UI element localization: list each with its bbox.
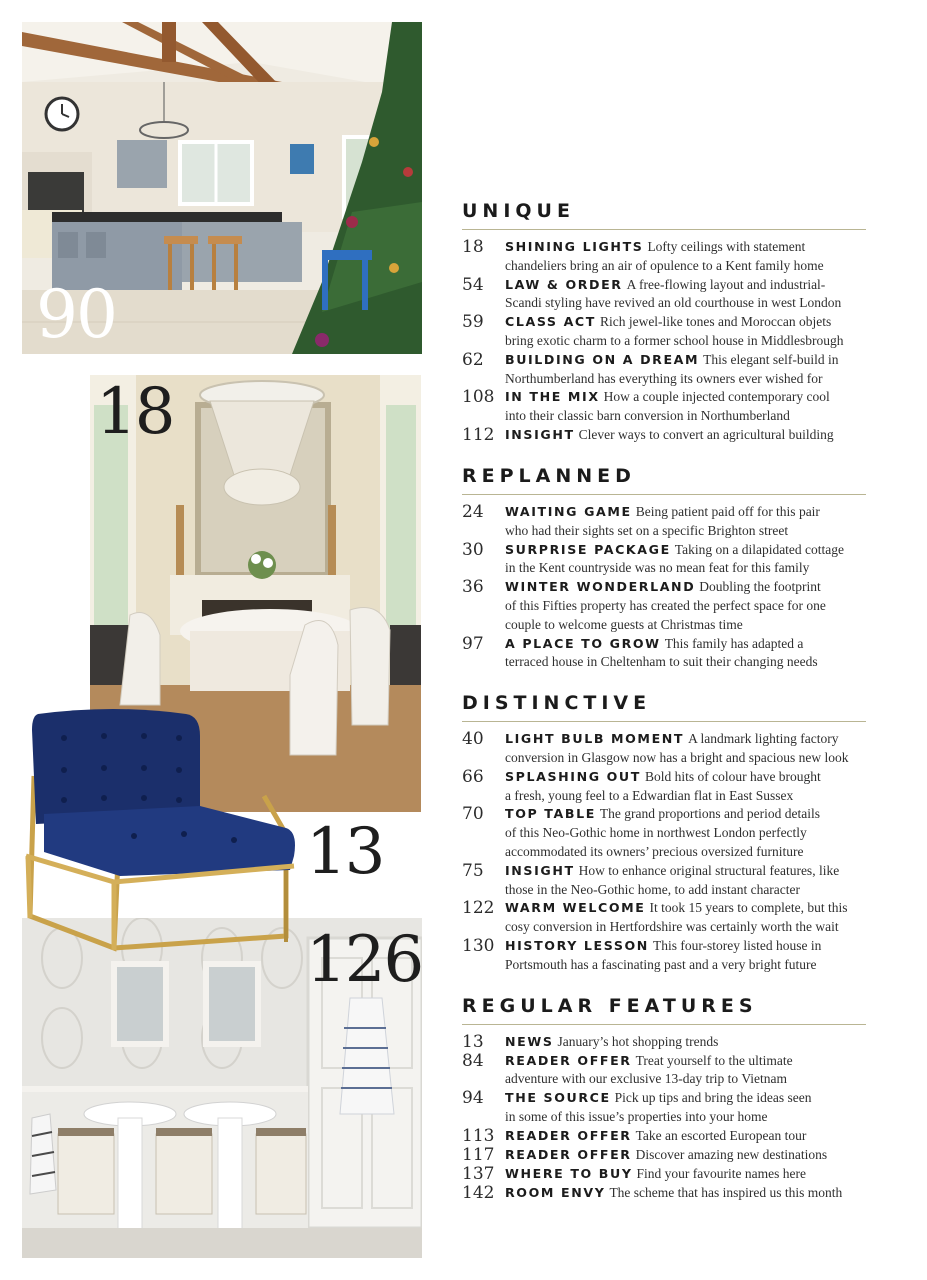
entry-title: BUILDING ON A DREAM (505, 351, 700, 367)
section-distinctive (462, 686, 866, 988)
section-regular-features (462, 989, 866, 1217)
entry-description-continued: couple to welcome guests at Christmas time (505, 616, 743, 632)
entry-title: SHINING LIGHTS (505, 239, 644, 254)
page-number: 70 (462, 804, 484, 825)
entry-description: Discover amazing new destinations (635, 1146, 828, 1162)
contents-entry[interactable] (462, 1033, 866, 1052)
entry-description-continued: conversion in Glasgow now has a bright and spacious new look (505, 749, 849, 765)
entry-body (505, 635, 866, 673)
entry-list (462, 230, 866, 459)
entry-description: How to enhance original structural features, like (578, 862, 840, 878)
contents-entry[interactable] (462, 899, 866, 937)
entry-title: INSIGHT (505, 862, 575, 878)
entry-description: Taking on a dilapidated cottage (674, 541, 845, 557)
entry-description-continued: cosy conversion in Hertfordshire was certainly worth the wait (505, 919, 839, 935)
page-number: 54 (462, 274, 484, 295)
entry-list (462, 722, 866, 988)
entry-title: CLASS ACT (505, 314, 596, 330)
contents-entry[interactable] (462, 1184, 866, 1203)
page-number: 13 (462, 1031, 484, 1052)
entry-title: ROOM ENVY (505, 1184, 606, 1200)
page-number: 94 (462, 1088, 484, 1109)
velvet-armchair-photo (24, 706, 304, 956)
page-number: 113 (462, 1125, 495, 1146)
entry-title: LAW & ORDER (505, 276, 623, 292)
section-heading: DISTINCTIVE (462, 686, 866, 722)
entry-title: INSIGHT (505, 426, 575, 442)
entry-title: WINTER WONDERLAND (505, 579, 696, 595)
page-number: 122 (462, 898, 495, 919)
entry-description-continued: Portsmouth has a fascinating past and a very bright future (505, 956, 817, 972)
entry-description: Clever ways to convert an agricultural building (578, 426, 834, 442)
contents-entry[interactable] (462, 541, 866, 579)
entry-body (505, 313, 866, 351)
entry-body (505, 805, 866, 861)
section-heading: REGULAR FEATURES (462, 989, 866, 1025)
entry-description-continued: in some of this issue’s properties into your home (505, 1108, 768, 1124)
entry-list (462, 495, 866, 686)
entry-title: A PLACE TO GROW (505, 635, 661, 651)
contents-entry[interactable] (462, 313, 866, 351)
page-number: 97 (462, 633, 484, 654)
page-number: 75 (462, 860, 484, 881)
entry-description-continued: Northumberland has everything its owners ever wished for (505, 370, 823, 386)
entry-title: THE SOURCE (505, 1090, 611, 1106)
contents-entry[interactable] (462, 238, 866, 276)
contents-entry[interactable] (462, 1165, 866, 1184)
entry-body (505, 503, 866, 541)
entry-description: Doubling the footprint (699, 579, 821, 595)
contents-list (462, 194, 866, 1217)
entry-description-continued: of this Neo-Gothic home in northwest London perfectly (505, 825, 807, 841)
contents-entry[interactable] (462, 426, 866, 445)
contents-entry[interactable] (462, 768, 866, 806)
contents-entry[interactable] (462, 730, 866, 768)
entry-description-continued: bring exotic charm to a former school house in Middlesbrough (505, 332, 844, 348)
entry-description-continued: chandeliers bring an air of opulence to a Kent family home (505, 257, 824, 273)
entry-title: SURPRISE PACKAGE (505, 541, 671, 557)
entry-title: SPLASHING OUT (505, 768, 641, 784)
page-number: 137 (462, 1163, 495, 1184)
armchair-illustration (24, 706, 304, 956)
entry-title: NEWS (505, 1033, 554, 1049)
entry-description-continued: a fresh, young feel to a Edwardian flat in East Sussex (505, 787, 794, 803)
entry-description-continued: into their classic barn conversion in Northumberland (505, 408, 790, 424)
entry-description: The scheme that has inspired us this month (609, 1184, 843, 1200)
entry-title: HISTORY LESSON (505, 937, 649, 953)
entry-title: READER OFFER (505, 1052, 632, 1068)
contents-entry[interactable] (462, 578, 866, 634)
section-unique (462, 194, 866, 459)
entry-body (505, 351, 866, 389)
page-number: 84 (462, 1050, 484, 1071)
section-heading: UNIQUE (462, 194, 866, 230)
page-number: 142 (462, 1182, 495, 1203)
entry-body (505, 768, 866, 806)
entry-title: WHERE TO BUY (505, 1165, 633, 1181)
entry-title: READER OFFER (505, 1146, 632, 1162)
entry-description-continued: accommodated its owners’ precious oversized furniture (505, 843, 804, 859)
page-number: 62 (462, 349, 484, 370)
entry-description-continued: in the Kent countryside was no mean feat for this family (505, 560, 810, 576)
entry-description: A free-flowing layout and industrial- (626, 276, 826, 292)
contents-entry[interactable] (462, 862, 866, 900)
entry-description-continued: who had their sights set on a specific Brighton street (505, 522, 789, 538)
entry-description: Rich jewel-like tones and Moroccan objets (599, 314, 832, 330)
entry-body (505, 238, 866, 276)
contents-entry[interactable] (462, 351, 866, 389)
page-number: 59 (462, 312, 484, 333)
entry-description: A landmark lighting factory (688, 731, 839, 747)
contents-entry[interactable] (462, 1146, 866, 1165)
contents-entry[interactable] (462, 388, 866, 426)
entry-description: Lofty ceilings with statement (647, 239, 806, 254)
entry-body (505, 276, 866, 314)
entry-description: Bold hits of colour have brought (644, 768, 821, 784)
contents-entry[interactable] (462, 937, 866, 975)
entry-body (505, 388, 866, 426)
entry-body (505, 1052, 866, 1090)
photo-number-13: 13 (306, 815, 384, 889)
entry-description: Being patient paid off for this pair (635, 503, 820, 519)
entry-body (505, 541, 866, 579)
contents-entry[interactable] (462, 503, 866, 541)
entry-description: The grand proportions and period details (599, 806, 820, 822)
contents-entry[interactable] (462, 1127, 866, 1146)
page-number: 36 (462, 577, 484, 598)
contents-entry[interactable] (462, 1089, 866, 1127)
entry-description: January’s hot shopping trends (557, 1033, 719, 1049)
entry-description: Find your favourite names here (636, 1165, 806, 1181)
entry-description: This elegant self-build in (703, 351, 839, 367)
entry-body (505, 1127, 866, 1146)
entry-description: Take an escorted European tour (635, 1127, 807, 1143)
page-number: 24 (462, 501, 484, 522)
entry-body (505, 1033, 866, 1052)
page-number: 130 (462, 935, 495, 956)
entry-description: Pick up tips and bring the ideas seen (614, 1090, 812, 1106)
page-number: 66 (462, 766, 484, 787)
entry-description: It took 15 years to complete, but this (649, 900, 848, 916)
entry-body (505, 899, 866, 937)
entry-description: This family has adapted a (664, 635, 804, 651)
entry-title: WARM WELCOME (505, 900, 646, 916)
page-number: 18 (462, 237, 484, 257)
photo-number-90: 90 (36, 276, 116, 353)
entry-list (462, 1025, 866, 1217)
entry-body (505, 578, 866, 634)
page-number: 30 (462, 539, 484, 560)
entry-title: LIGHT BULB MOMENT (505, 731, 685, 747)
entry-description-continued: terraced house in Cheltenham to suit their changing needs (505, 654, 818, 670)
entry-title: WAITING GAME (505, 503, 632, 519)
entry-description-continued: of this Fifties property has created the perfect space for one (505, 597, 826, 613)
entry-body (505, 1165, 866, 1184)
contents-entry[interactable] (462, 805, 866, 861)
entry-title: IN THE MIX (505, 389, 600, 405)
section-replanned (462, 459, 866, 686)
entry-body (505, 426, 866, 445)
entry-description: Treat yourself to the ultimate (635, 1052, 793, 1068)
page-number: 117 (462, 1144, 495, 1165)
page-number: 40 (462, 729, 484, 750)
contents-entry[interactable] (462, 635, 866, 673)
entry-body (505, 1184, 866, 1203)
entry-title: TOP TABLE (505, 806, 596, 822)
entry-body (505, 730, 866, 768)
page-number: 112 (462, 424, 495, 445)
entry-description: How a couple injected contemporary cool (603, 389, 830, 405)
entry-description: This four-storey listed house in (652, 937, 822, 953)
contents-entry[interactable] (462, 276, 866, 314)
entry-description-continued: adventure with our exclusive 13-day trip to Vietnam (505, 1071, 787, 1087)
photo-number-18: 18 (96, 375, 174, 449)
section-heading: REPLANNED (462, 459, 866, 495)
page-number: 108 (462, 387, 495, 408)
entry-body (505, 1089, 866, 1127)
entry-body (505, 937, 866, 975)
entry-description-continued: Scandi styling have revived an old courthouse in west London (505, 295, 842, 311)
photo-number-126: 126 (306, 923, 423, 997)
contents-entry[interactable] (462, 1052, 866, 1090)
entry-description-continued: those in the Neo-Gothic home, to add instant character (505, 881, 801, 897)
entry-body (505, 862, 866, 900)
entry-title: READER OFFER (505, 1127, 632, 1143)
entry-body (505, 1146, 866, 1165)
